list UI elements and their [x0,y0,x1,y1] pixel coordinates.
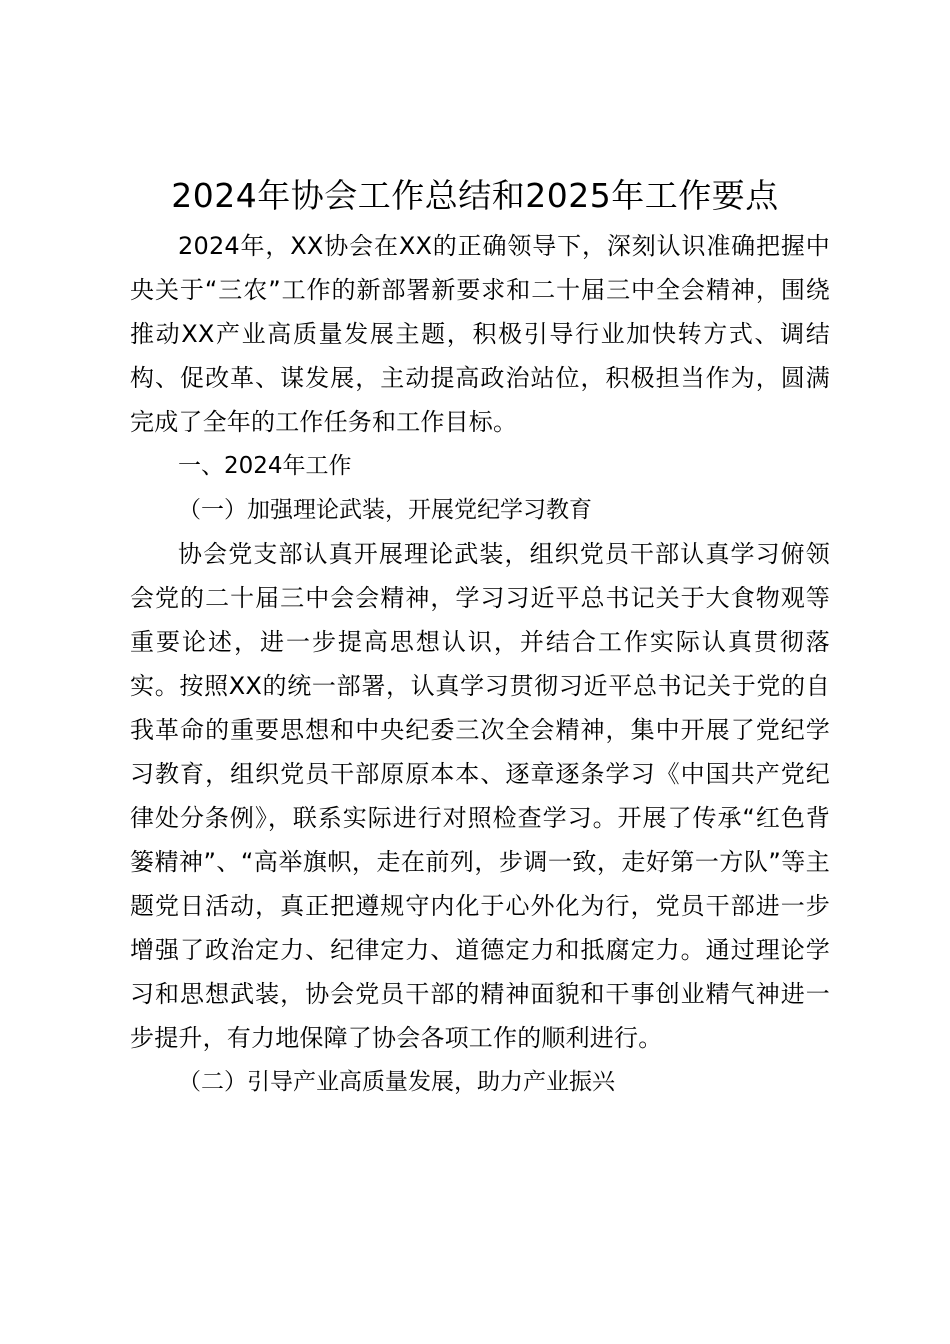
subsection-heading-1: （一）加强理论武装，开展党纪学习教育 [178,497,592,523]
document-body [130,224,830,1104]
subsection-heading-2: （二）引导产业高质量发展，助力产业振兴 [178,1069,615,1095]
body-paragraph-1: 协会党支部认真开展理论武装，组织党员干部认真学习俯领会党的二十届三中会会精神，学习习近平总书记关于大食物观等重要论述，进一步提高思想认识，并结合工作实际认真贯彻落实。按照XX的统一部署，认真学习贯彻习近平总书记关于党的自我革命的重要思想和中央纪委三次全会精神，集中开展了党纪学习教育，组织党员干部原原本本、逐章逐条学习《中国共产党纪律处分条例》，联系实际进行对照检查学习。开展了传承“红色背篓精神”、“高举旗帜，走在前列，步调一致，走好第一方队”等主题党日活动，真正把遵规守内化于心外化为行，党员干部进一步增强了政治定力、纪律定力、道德定力和抵腐定力。通过理论学习和思想武装，协会党员干部的精神面貌和干事创业精气神进一步提升，有力地保障了协会各项工作的顺利进行。 [130,540,830,1052]
document-title: 2024年协会工作总结和2025年工作要点 [171,176,779,215]
intro-paragraph: 2024年，XX协会在XX的正确领导下，深刻认识准确把握中央关于“三农”工作的新部署新要求和二十届三中全会精神，围绕推动XX产业高质量发展主题，积极引导行业加快转方式、调结构、促改革、谋发展，主动提高政治站位，积极担当作为，圆满完成了全年的工作任务和工作目标。 [130,232,830,436]
section-heading-1: 一、2024年工作 [178,453,352,479]
